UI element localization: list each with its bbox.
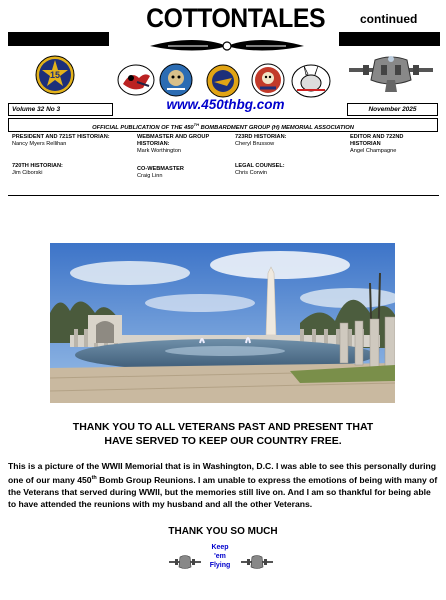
article-body: This is a picture of the WWII Memorial that is in Washington, D.C. I was able to see this personally during one of our many 450th Bomb Group Reunions. I am unable to express the emotions of being with many of the Veterans that served during WWII, but the memories still live on. And I am so thankful for being able to have attended the reunions with my husband and all the other Veterans. <box>8 461 438 509</box>
squadron-patch-723 <box>250 63 286 97</box>
issue-date: November 2025 <box>347 103 438 116</box>
squadron-patch-722 <box>205 64 241 98</box>
squadron-patch-cottontail <box>291 64 331 98</box>
title-ornament-icon <box>148 34 306 56</box>
staff-president: PRESIDENT AND 721ST HISTORIAN: Nancy Myers Rellihan <box>12 134 110 147</box>
wwii-memorial-photo <box>50 243 395 403</box>
staff-co-webmaster: CO-WEBMASTER Craig Linn <box>137 166 184 179</box>
staff-legal-counsel: LEGAL COUNSEL: Chris Corwin <box>235 163 285 176</box>
bomber-left-icon <box>168 552 202 572</box>
website-link[interactable]: www.450thbg.com <box>166 97 285 112</box>
continued-label: continued <box>360 12 418 26</box>
header-divider <box>8 195 439 196</box>
staff-editor: EDITOR AND 722ND HISTORIAN Angel Champagne <box>350 134 404 154</box>
fifteenth-air-force-patch <box>35 55 75 95</box>
thank-you-so-much: THANK YOU SO MUCH <box>168 526 278 537</box>
black-bar-left <box>8 32 109 46</box>
thank-you-heading: THANK YOU TO ALL VETERANS PAST AND PRESENT THAT HAVE SERVED TO KEEP OUR COUNTRY FREE. <box>72 421 374 447</box>
staff-720-historian: 720TH HISTORIAN: Jim Ciborski <box>12 163 63 176</box>
volume-issue: Volume 32 No 3 <box>8 103 113 116</box>
masthead-title: COTTONTALES <box>146 3 326 33</box>
official-publication-line: OFFICIAL PUBLICATION OF THE 450TH BOMBARDMENT GROUP (H) MEMORIAL ASSOCIATION <box>8 118 438 132</box>
staff-723-historian: 723RD HISTORIAN: Cheryl Brussow <box>235 134 287 147</box>
squadron-patch-721 <box>159 63 193 97</box>
squadron-patch-720 <box>117 64 155 96</box>
bomber-right-icon <box>240 552 274 572</box>
patch-number: 15 <box>49 70 61 80</box>
staff-webmaster: WEBMASTER AND GROUP HISTORIAN: Mark Worthington <box>137 134 210 154</box>
b24-bomber-icon <box>345 50 437 95</box>
keep-em-flying-text: Keep 'em Flying <box>209 544 231 569</box>
black-bar-right <box>339 32 440 46</box>
